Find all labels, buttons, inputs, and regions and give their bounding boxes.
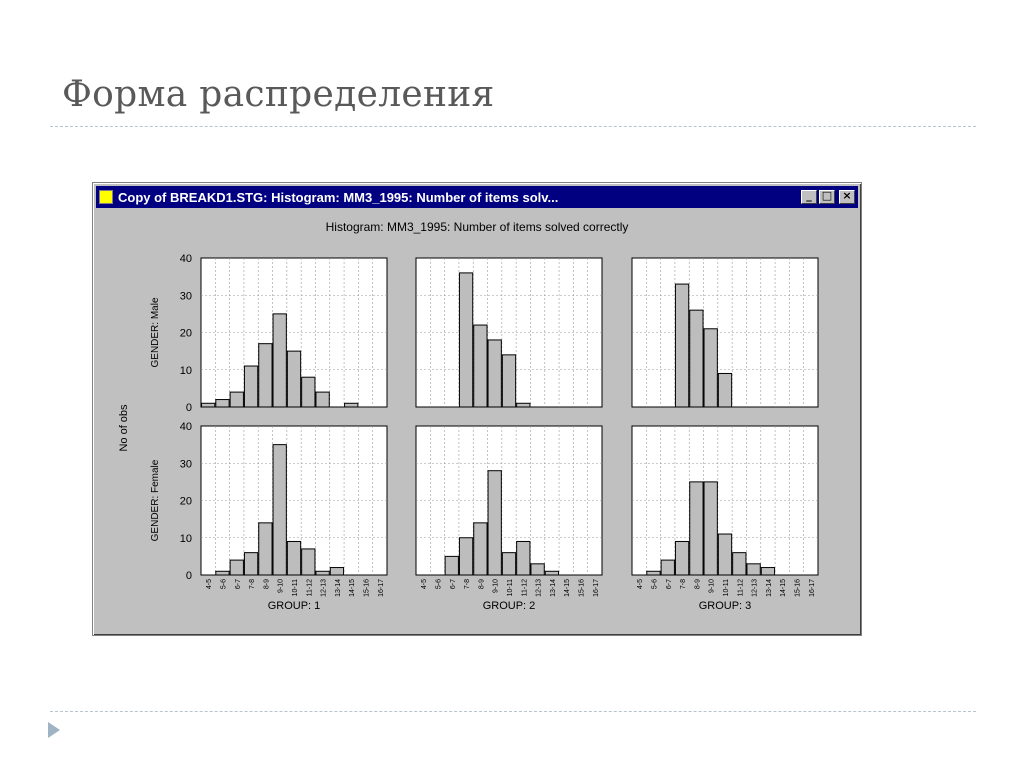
histogram-bar	[273, 314, 286, 407]
x-tick-label: 16-17	[808, 579, 816, 597]
histogram-bar	[445, 556, 458, 575]
y-tick-label: 0	[185, 570, 192, 582]
y-tick-label: 10	[179, 532, 192, 545]
maximize-button[interactable]	[819, 190, 835, 204]
x-tick-label: 15-16	[363, 579, 371, 597]
histogram-bar	[287, 351, 300, 407]
histogram-bar	[273, 445, 286, 575]
histogram-bar	[675, 541, 688, 575]
y-tick-label: 30	[179, 458, 192, 471]
histogram-bar	[531, 564, 544, 575]
x-tick-label: 11-12	[737, 579, 745, 597]
statistica-graph-icon[interactable]	[99, 190, 113, 204]
histogram-plot	[96, 211, 858, 631]
x-tick-label: 10-11	[723, 579, 730, 597]
y-tick-label: 20	[179, 327, 192, 340]
histogram-bar	[244, 553, 257, 575]
x-tick-label: 6-7	[665, 579, 673, 590]
x-tick-label: 16-17	[592, 579, 600, 597]
histogram-bar	[287, 541, 300, 575]
window-titlebar[interactable]	[96, 186, 858, 208]
x-tick-label: 6-7	[449, 579, 457, 590]
y-axis-label: No of obs	[118, 404, 130, 452]
histogram-bar	[502, 553, 515, 575]
x-tick-label: 5-6	[651, 579, 659, 590]
y-tick-label: 0	[185, 402, 192, 414]
x-tick-label: 5-6	[435, 579, 443, 590]
x-tick-label: 5-6	[220, 579, 228, 590]
histogram-bar	[690, 310, 703, 407]
histogram-bar	[517, 403, 530, 407]
x-tick-label: 7-8	[249, 579, 257, 590]
x-tick-label: 8-9	[478, 579, 486, 590]
x-tick-label: 14-15	[564, 579, 572, 597]
histogram-bar	[302, 377, 315, 407]
x-tick-label: 13-14	[334, 579, 342, 597]
histogram-bar	[488, 340, 501, 407]
histogram-bar	[545, 571, 558, 575]
histogram-bar	[474, 325, 487, 407]
histogram-bar	[302, 549, 315, 575]
y-tick-label: 40	[179, 421, 192, 433]
maximize-icon: □	[821, 189, 833, 202]
slide-title: Форма распределения	[62, 74, 495, 115]
x-tick-label: 13-14	[549, 579, 557, 597]
minimize-icon: _	[806, 189, 812, 202]
x-tick-label: 4-5	[421, 579, 429, 590]
row-label: GENDER: Female	[150, 459, 161, 542]
column-label: GROUP: 1	[267, 600, 321, 612]
x-tick-label: 15-16	[794, 579, 802, 597]
graph-window[interactable]	[92, 182, 862, 636]
y-tick-label: 20	[179, 495, 192, 508]
histogram-bar	[517, 541, 530, 575]
x-tick-label: 12-13	[320, 579, 328, 597]
minimize-button[interactable]	[801, 190, 817, 204]
x-tick-label: 8-9	[694, 579, 702, 590]
histogram-bar	[230, 560, 243, 575]
column-label: GROUP: 2	[482, 600, 536, 612]
histogram-bar	[502, 355, 515, 407]
x-tick-label: 10-11	[507, 579, 514, 597]
histogram-bar	[474, 523, 487, 575]
y-tick-label: 30	[179, 290, 192, 303]
close-button[interactable]	[839, 190, 855, 204]
histogram-bar	[488, 471, 501, 575]
histogram-bar	[690, 482, 703, 575]
histogram-bar	[259, 523, 272, 575]
x-tick-label: 6-7	[234, 579, 242, 590]
histogram-bar	[718, 534, 731, 575]
x-tick-label: 15-16	[578, 579, 586, 597]
histogram-bar	[259, 344, 272, 407]
histogram-bar	[345, 403, 358, 407]
x-tick-label: 11-12	[306, 579, 314, 597]
histogram-bar	[761, 568, 774, 575]
histogram-bar	[316, 571, 329, 575]
window-title: Copy of BREAKD1.STG: Histogram: MM3_1995: Number of items solv...	[118, 189, 559, 205]
x-tick-label: 7-8	[680, 579, 688, 590]
x-tick-label: 4-5	[206, 579, 214, 590]
column-label: GROUP: 3	[698, 600, 752, 612]
histogram-bar	[647, 571, 660, 575]
histogram-bar	[675, 284, 688, 407]
close-icon: ×	[842, 189, 852, 202]
bullet-arrow-icon	[48, 722, 60, 738]
x-tick-label: 10-11	[292, 579, 299, 597]
x-tick-label: 8-9	[263, 579, 271, 590]
histogram-bar	[661, 560, 674, 575]
footer-divider	[50, 711, 976, 712]
histogram-bar	[202, 403, 215, 407]
x-tick-label: 9-10	[708, 579, 716, 594]
histogram-bar	[704, 329, 717, 407]
title-divider	[50, 126, 976, 127]
histogram-bar	[459, 538, 472, 575]
x-tick-label: 11-12	[521, 579, 529, 597]
histogram-bar	[718, 373, 731, 407]
histogram-bar	[230, 392, 243, 407]
x-tick-label: 14-15	[349, 579, 357, 597]
x-tick-label: 9-10	[277, 579, 285, 594]
histogram-bar	[316, 392, 329, 407]
x-tick-label: 14-15	[780, 579, 788, 597]
histogram-bar	[459, 273, 472, 407]
x-tick-label: 12-13	[751, 579, 759, 597]
histogram-bar	[216, 571, 229, 575]
row-label: GENDER: Male	[150, 297, 161, 368]
histogram-bar	[704, 482, 717, 575]
histogram-bar	[733, 553, 746, 575]
x-tick-label: 12-13	[535, 579, 543, 597]
histogram-bar	[244, 366, 257, 407]
x-tick-label: 9-10	[492, 579, 500, 594]
histogram-bar	[330, 568, 343, 575]
histogram-bar	[216, 400, 229, 407]
x-tick-label: 13-14	[765, 579, 773, 597]
x-tick-label: 7-8	[464, 579, 472, 590]
chart-title: Histogram: MM3_1995: Number of items solved correctly	[325, 220, 629, 234]
y-tick-label: 10	[179, 364, 192, 377]
histogram-bar	[747, 564, 760, 575]
x-tick-label: 4-5	[637, 579, 645, 590]
x-tick-label: 16-17	[377, 579, 385, 597]
y-tick-label: 40	[179, 253, 192, 265]
